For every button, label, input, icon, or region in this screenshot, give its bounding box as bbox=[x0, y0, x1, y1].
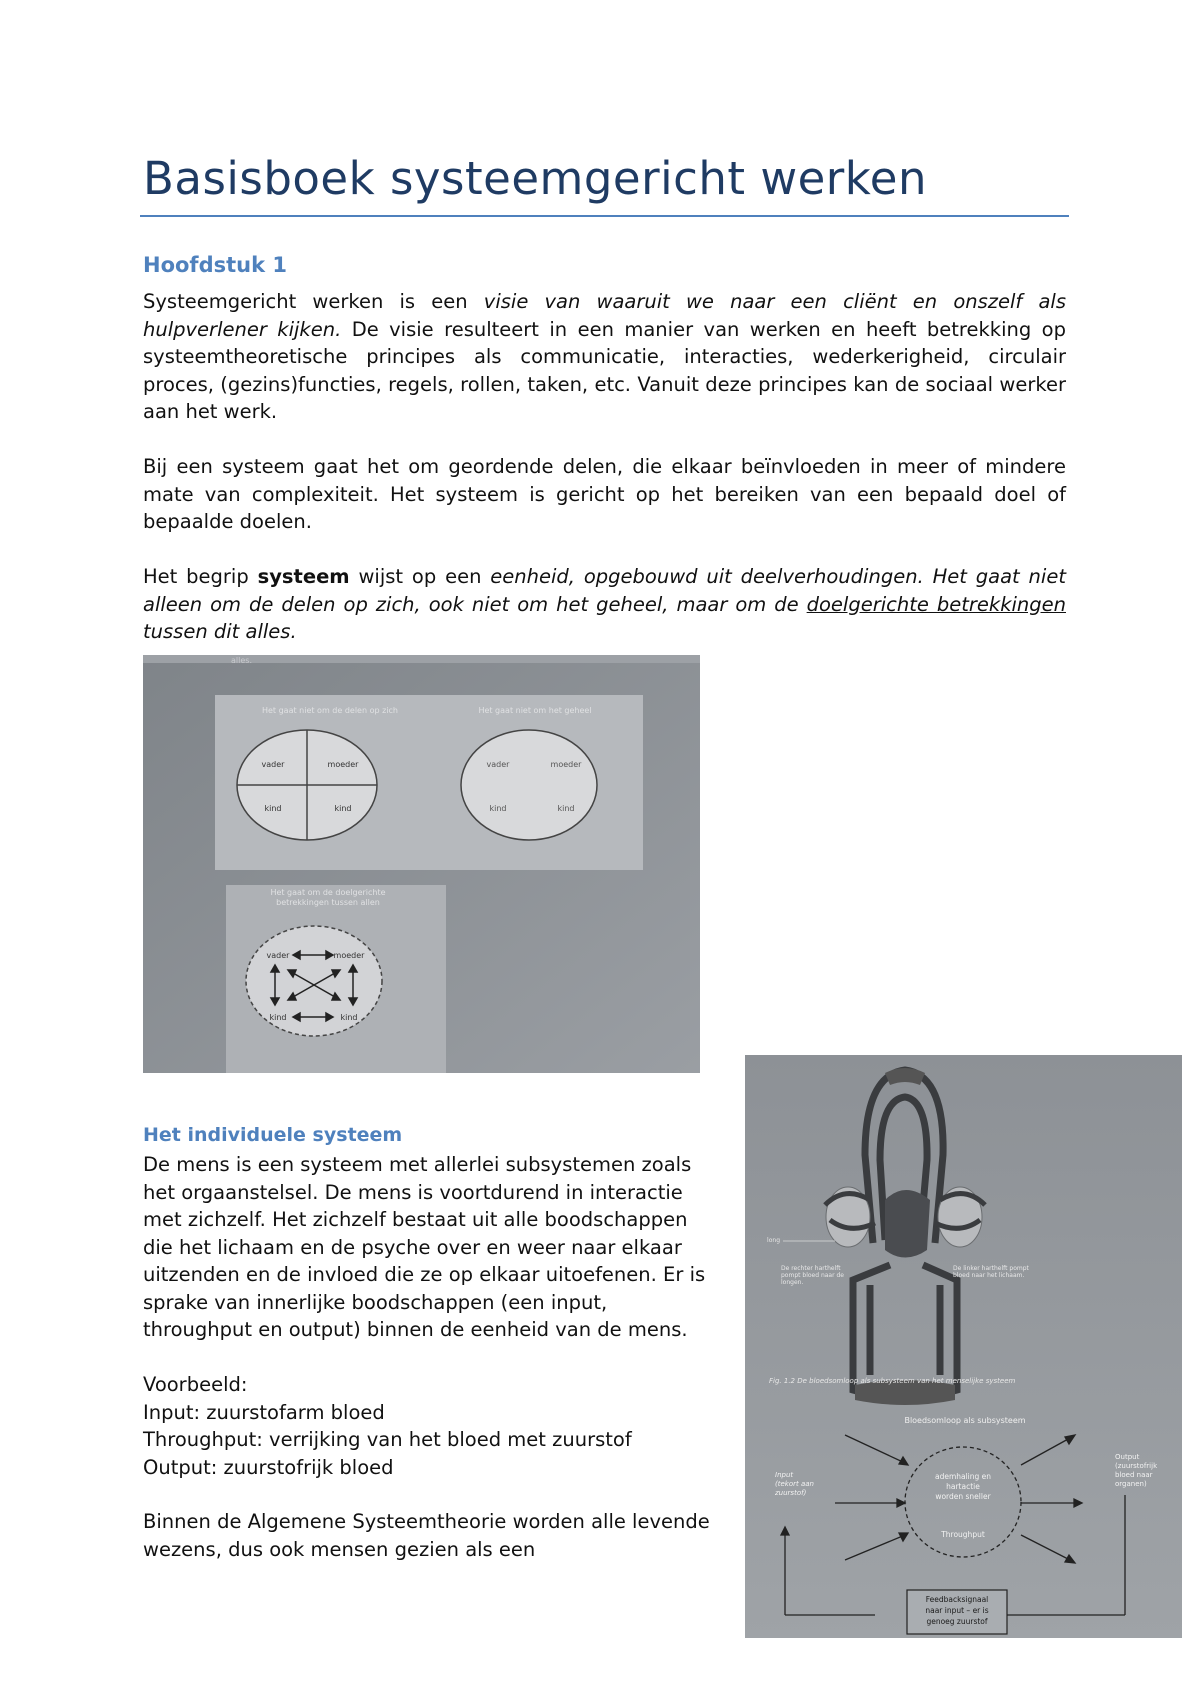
example-input: Input: zuurstofarm bloed bbox=[143, 1400, 385, 1424]
panel2-kind-left: kind bbox=[489, 804, 507, 813]
para3-italic-1: eenheid, opgebouwd uit deelverhoudingen. Het gaat niet alleen om de delen op zich, ook niet om het geheel, maar om de bbox=[143, 565, 1066, 616]
fig2-right-1: De rechter harthelft bbox=[781, 1265, 841, 1272]
para3-bold-term: systeem bbox=[257, 565, 350, 588]
paragraph-1 bbox=[143, 288, 1066, 426]
fig2-center-1: ademhaling en bbox=[934, 1472, 992, 1481]
example-output: Output: zuurstofrijk bloed bbox=[143, 1455, 394, 1479]
example-block bbox=[143, 1371, 733, 1481]
fig2-feedback-1: Feedbacksignaal bbox=[925, 1595, 989, 1604]
example-label: Voorbeeld: bbox=[143, 1373, 248, 1396]
para3-italic-2: tussen dit alles. bbox=[143, 620, 297, 643]
panel2-vader: vader bbox=[486, 760, 510, 769]
panel2-kind-right: kind bbox=[557, 804, 575, 813]
para1-italic: visie van waaruit we naar een cliënt en onszelf als hulpverlener kijken. bbox=[143, 290, 1067, 341]
circulation-photo bbox=[745, 1055, 1182, 1638]
panel3-kind-left: kind bbox=[269, 1013, 287, 1022]
fig2-output-1: Output bbox=[1115, 1453, 1140, 1461]
panel3-title-2: betrekkingen tussen allen bbox=[276, 898, 380, 907]
para1-text-1: Systeemgericht werken is een bbox=[143, 290, 484, 313]
fig2-left-2: bloed naar het lichaam. bbox=[953, 1272, 1025, 1279]
fig2-right-3: longen. bbox=[781, 1279, 804, 1286]
fig2-left-1: De linker harthelft pompt bbox=[953, 1265, 1029, 1272]
panel1-kind-right: kind bbox=[334, 804, 352, 813]
panel3-vader: vader bbox=[266, 951, 290, 960]
page-title: Basisboek systeemgericht werken bbox=[143, 152, 927, 205]
panel2-moeder: moeder bbox=[550, 760, 582, 769]
paragraph-2: Bij een systeem gaat het om geordende delen, die elkaar beïnvloeden in meer of mindere mate van complexiteit. Het systeem is gericht op het bereiken van een bepaald doel of bepaalde doelen. bbox=[143, 455, 1066, 533]
fig2-output-4: organen) bbox=[1115, 1480, 1147, 1488]
paragraph-3 bbox=[143, 563, 1066, 646]
example-throughput: Throughput: verrijking van het bloed met zuurstof bbox=[143, 1428, 632, 1451]
fig2-center-3: worden sneller bbox=[935, 1492, 991, 1501]
section-heading: Het individuele systeem bbox=[143, 1124, 403, 1146]
fig2-input-3: zuurstof) bbox=[775, 1489, 807, 1497]
panel3-kind-right: kind bbox=[340, 1013, 358, 1022]
fig2-feedback-3: genoeg zuurstof bbox=[926, 1617, 988, 1626]
fig2-long: long bbox=[767, 1237, 780, 1244]
para1-text-2: De visie resulteert in een manier van werken en heeft betrekking op systeemtheoretische principes als communicatie, interacties, wederkerigheid, circulair proces, (gezins)functies, regels, rollen, taken, etc. Vanuit deze principes kan de sociaal werker aan het werk. bbox=[143, 317, 1066, 423]
family-system-photo bbox=[143, 655, 700, 1073]
paragraph-4: De mens is een systeem met allerlei subsystemen zoals het orgaanstelsel. De mens is voortdurend in interactie met zichzelf. Het zichzelf bestaat uit alle boodschappen die het lichaam en de psyche over en weer naar elkaar uitzenden en de invloed die ze op elkaar uitoefenen. Er is sprake van innerlijke boodschappen (een input, throughput en output) binnen de eenheid van de mens. bbox=[143, 1153, 706, 1341]
title-underline bbox=[140, 215, 1069, 217]
fig2-center-2: hartactie bbox=[946, 1482, 980, 1491]
fig2-input-1: Input bbox=[775, 1471, 794, 1479]
para3-underlined: doelgerichte betrekkingen bbox=[806, 592, 1066, 616]
panel3-moeder: moeder bbox=[333, 951, 365, 960]
fig2-output-3: bloed naar bbox=[1115, 1471, 1153, 1479]
panel1-vader: vader bbox=[261, 760, 285, 769]
fig2-diagram-title: Bloedsomloop als subsysteem bbox=[904, 1416, 1026, 1425]
fig2-right-2: pompt bloed naar de bbox=[781, 1272, 844, 1279]
panel1-title: Het gaat niet om de delen op zich bbox=[261, 706, 399, 715]
panel2-title: Het gaat niet om het geheel bbox=[478, 706, 592, 715]
para3-text-1: Het begrip bbox=[143, 565, 258, 588]
para3-text-2: wijst op een bbox=[349, 565, 491, 588]
chapter-heading: Hoofdstuk 1 bbox=[143, 253, 287, 277]
panel3-title-1: Het gaat om de doelgerichte bbox=[270, 888, 386, 897]
paragraph-5: Binnen de Algemene Systeemtheorie worden alle levende wezens, dus ook mensen gezien als een bbox=[143, 1510, 710, 1561]
fig1-caption-top: alles. bbox=[231, 656, 252, 665]
fig2-throughput: Throughput bbox=[941, 1530, 985, 1539]
fig2-caption: Fig. 1.2 De bloedsomloop als subsysteem van het menselijke systeem bbox=[769, 1377, 1016, 1385]
panel1-moeder: moeder bbox=[327, 760, 359, 769]
panel1-kind-left: kind bbox=[264, 804, 282, 813]
fig2-output-2: (zuurstofrijk bbox=[1115, 1462, 1158, 1470]
fig2-feedback-2: naar input – er is bbox=[925, 1606, 989, 1615]
fig2-input-2: (tekort aan bbox=[775, 1480, 814, 1488]
